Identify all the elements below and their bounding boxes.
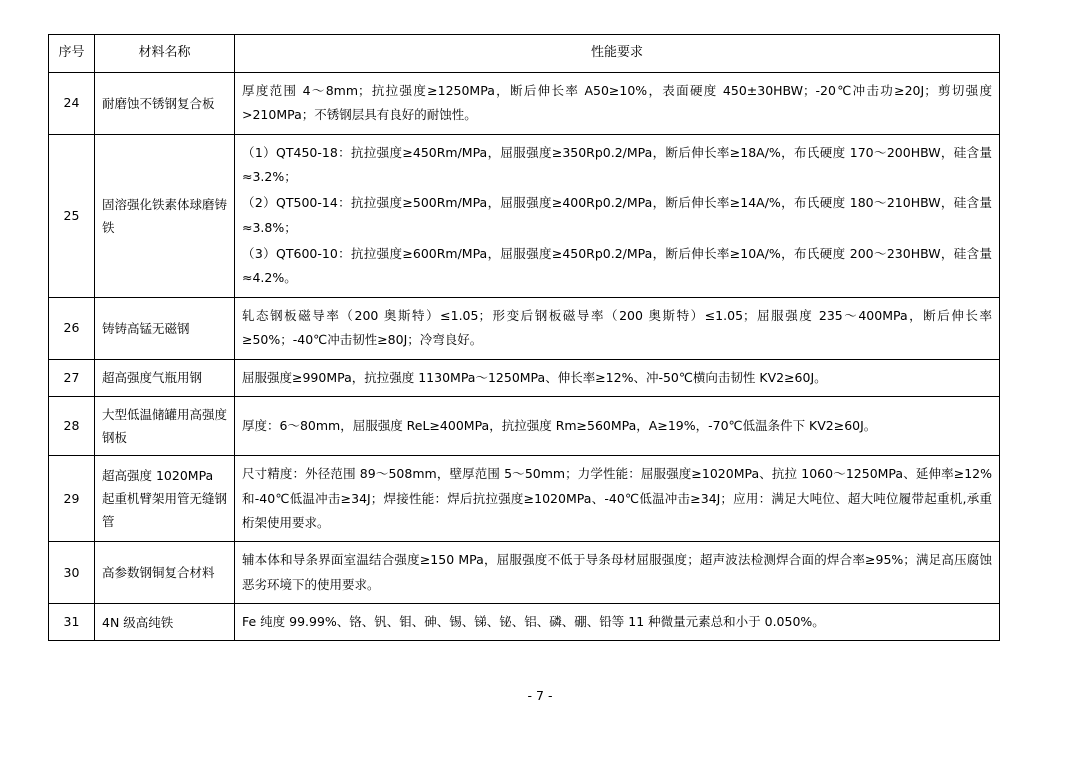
- row-no: 24: [49, 72, 95, 134]
- table-row: [49, 297, 1000, 359]
- row-no: 28: [49, 396, 95, 455]
- requirement-paragraph: 轧态钢板磁导率（200 奥斯特）≤1.05；形变后钢板磁导率（200 奥斯特）≤1.05；屈服强度 235～400MPa，断后伸长率≥50%；-40℃冲击韧性≥80J；冷弯良好。: [242, 307, 992, 348]
- table-row: [49, 134, 1000, 297]
- row-requirement: [235, 359, 1000, 396]
- requirement-paragraph: 厚度：6～80mm，屈服强度 ReL≥400MPa，抗拉强度 Rm≥560MPa，A≥19%，-70℃低温条件下 KV2≥60J。: [242, 417, 877, 433]
- row-material-name: 超高强度气瓶用钢: [95, 359, 235, 396]
- row-requirement: [235, 456, 1000, 542]
- row-material-name: 4N 级高纯铁: [95, 604, 235, 641]
- requirement-paragraph: 屈服强度≥990MPa，抗拉强度 1130MPa～1250MPa、伸长率≥12%、冲-50℃横向击韧性 KV2≥60J。: [242, 369, 827, 385]
- row-requirement: [235, 134, 1000, 297]
- table-row: [49, 542, 1000, 604]
- row-no: 29: [49, 456, 95, 542]
- requirement-paragraph: 厚度范围 4～8mm；抗拉强度≥1250MPa，断后伸长率 A50≥10%，表面硬度 450±30HBW；-20℃冲击功≥20J；剪切强度 >210MPa；不锈钢层具有良好的耐蚀性。: [242, 82, 992, 123]
- row-requirement: [235, 396, 1000, 455]
- table-row: [49, 359, 1000, 396]
- row-no: 27: [49, 359, 95, 396]
- table-row: [49, 604, 1000, 641]
- row-requirement: [235, 604, 1000, 641]
- row-material-name: 耐磨蚀不锈钢复合板: [95, 72, 235, 134]
- requirement-paragraph: （2）QT500-14：抗拉强度≥500Rm/MPa，屈服强度≥400Rp0.2/MPa，断后伸长率≥14A/%，布氏硬度 180～210HBW，硅含量≈3.8%；: [242, 195, 992, 235]
- column-header-no: 序号: [49, 35, 95, 73]
- table-row: [49, 396, 1000, 455]
- page-number: - 7 -: [527, 688, 553, 703]
- row-requirement: [235, 297, 1000, 359]
- row-requirement: [235, 542, 1000, 604]
- materials-requirements-table: [48, 34, 1000, 641]
- requirement-paragraph: Fe 纯度 99.99%、铬、钒、钼、砷、锡、锑、铋、铝、磷、硼、铅等 11 种微量元素总和小于 0.050%。: [242, 614, 825, 629]
- requirement-paragraph: 辅本体和导条界面室温结合强度≥150 MPa，屈服强度不低于导条母材屈服强度；超声波法检测焊合面的焊合率≥95%；满足高压腐蚀恶劣环境下的使用要求。: [242, 552, 992, 592]
- row-material-name: 超高强度 1020MPa 起重机臂架用管无缝钢管: [95, 456, 235, 542]
- requirement-paragraph: （3）QT600-10：抗拉强度≥600Rm/MPa，屈服强度≥450Rp0.2/MPa，断后伸长率≥10A/%，布氏硬度 200～230HBW，硅含量≈4.2%。: [242, 246, 992, 286]
- row-material-name: 高参数钢铜复合材料: [95, 542, 235, 604]
- row-no: 31: [49, 604, 95, 641]
- column-header-material-name: 材料名称: [95, 35, 235, 73]
- row-material-name: 大型低温储罐用高强度钢板: [95, 396, 235, 455]
- row-no: 26: [49, 297, 95, 359]
- row-requirement: [235, 72, 1000, 134]
- row-material-name: 固溶强化铁素体球磨铸铁: [95, 134, 235, 297]
- requirement-paragraph: （1）QT450-18：抗拉强度≥450Rm/MPa，屈服强度≥350Rp0.2/MPa，断后伸长率≥18A/%，布氏硬度 170～200HBW，硅含量≈3.2%；: [242, 144, 992, 184]
- row-no: 25: [49, 134, 95, 297]
- row-material-name: 铸铸高锰无磁钢: [95, 297, 235, 359]
- table-row: [49, 72, 1000, 134]
- row-no: 30: [49, 542, 95, 604]
- table-header-row: [49, 35, 1000, 73]
- requirement-paragraph: 尺寸精度：外径范围 89～508mm，壁厚范围 5～50mm；力学性能：屈服强度≥1020MPa、抗拉 1060～1250MPa、延伸率≥12%和-40℃低温冲击≥34J；焊接性能：焊后抗拉强度≥1020MPa、-40℃低温冲击≥34J；应用：满足大吨位、超大吨位履带起重机,承重桁架使用要求。: [242, 466, 992, 530]
- column-header-performance-requirement: 性能要求: [235, 35, 1000, 73]
- table-row: [49, 456, 1000, 542]
